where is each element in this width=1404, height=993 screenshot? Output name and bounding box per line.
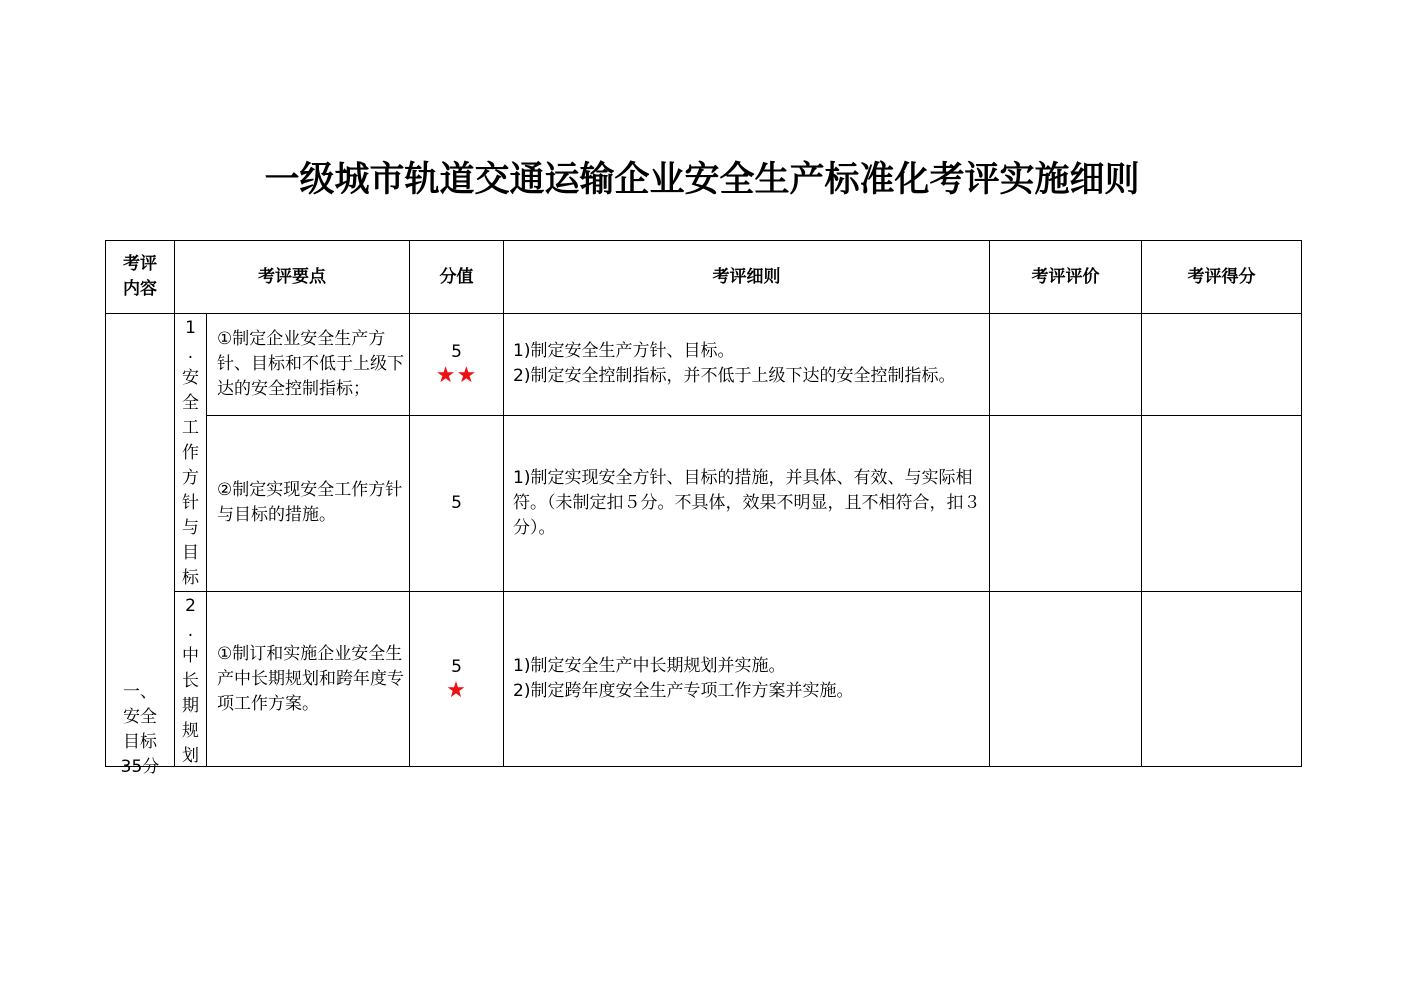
- header-content-line2: 内容: [123, 279, 157, 299]
- rule-line: 1)制定安全生产方针、目标。: [513, 341, 735, 362]
- group-char: .: [187, 621, 194, 641]
- star-icon: ★★: [435, 363, 478, 389]
- score-cell: [410, 314, 504, 416]
- group-char: 中: [182, 646, 199, 666]
- header-evaluation: 考评评价: [990, 241, 1142, 314]
- header-score: 分值: [410, 241, 504, 314]
- group-char: 2: [185, 596, 196, 616]
- evaluation-table: [105, 240, 1302, 777]
- group-char: 1: [185, 318, 196, 338]
- header-rules: 考评细则: [504, 241, 990, 314]
- header-content: [106, 241, 175, 314]
- result-cell[interactable]: [1142, 592, 1302, 767]
- rule-cell: [504, 314, 990, 416]
- header-points: 考评要点: [175, 241, 410, 314]
- header-content-line1: 考评: [123, 254, 157, 274]
- evaluation-cell[interactable]: [990, 415, 1142, 591]
- header-row: [106, 241, 1302, 314]
- section-line: 目标: [123, 732, 157, 752]
- document-title: 一级城市轨道交通运输企业安全生产标准化考评实施细则: [264, 159, 1140, 200]
- evaluation-cell[interactable]: [990, 592, 1142, 767]
- point-text: ②制定实现安全工作方针与目标的措施。: [207, 415, 410, 591]
- rule-cell: [504, 592, 990, 767]
- result-cell[interactable]: [1142, 415, 1302, 591]
- group-char: 全: [182, 393, 199, 413]
- group-char: 长: [182, 671, 199, 691]
- group-char: 方: [182, 468, 199, 488]
- group-char: 作: [182, 443, 199, 463]
- group-char: 标: [182, 568, 199, 588]
- table-row: [106, 592, 1302, 767]
- score-cell: [410, 415, 504, 591]
- group-char: 针: [182, 493, 199, 513]
- point-text: ①制订和实施企业安全生产中长期规划和跨年度专项工作方案。: [207, 592, 410, 767]
- group-char: 期: [182, 696, 199, 716]
- evaluation-cell[interactable]: [990, 314, 1142, 416]
- score-value: 5: [451, 657, 462, 677]
- group-label-2: [175, 592, 207, 767]
- section-line: 安全: [123, 707, 157, 727]
- table-row: [106, 415, 1302, 591]
- rule-line: 1)制定安全生产中长期规划并实施。: [513, 656, 786, 676]
- rule-cell: [504, 415, 990, 591]
- score-cell: [410, 592, 504, 767]
- star-icon: ★: [446, 678, 467, 703]
- section-line: 35分: [120, 757, 160, 777]
- rule-line: 2)制定安全控制指标，并不低于上级下达的安全控制指标。: [513, 366, 956, 387]
- point-text: ①制定企业安全生产方针、目标和不低于上级下达的安全控制指标；: [207, 314, 410, 416]
- result-cell[interactable]: [1142, 314, 1302, 416]
- table-row: [106, 314, 1302, 416]
- score-value: 5: [451, 342, 462, 363]
- group-char: 规: [182, 721, 199, 741]
- group-char: .: [187, 343, 194, 363]
- section-label: [106, 680, 174, 780]
- group-char: 与: [182, 518, 199, 538]
- group-char: 安: [182, 368, 199, 388]
- group-char: 划: [182, 746, 199, 766]
- section-cell: [106, 314, 175, 777]
- header-result: 考评得分: [1142, 241, 1302, 314]
- rule-line: 2)制定跨年度安全生产专项工作方案并实施。: [513, 681, 854, 701]
- section-line: 一、: [123, 682, 157, 702]
- score-value: 5: [451, 493, 462, 514]
- group-label-1: [175, 314, 207, 592]
- group-char: 工: [182, 418, 199, 438]
- group-char: 目: [182, 543, 199, 563]
- rule-line: 1)制定实现安全方针、目标的措施，并具体、有效、与实际相符。（未制定扣５分。不具体，效果不明显，且不相符合，扣３分）。: [513, 467, 981, 538]
